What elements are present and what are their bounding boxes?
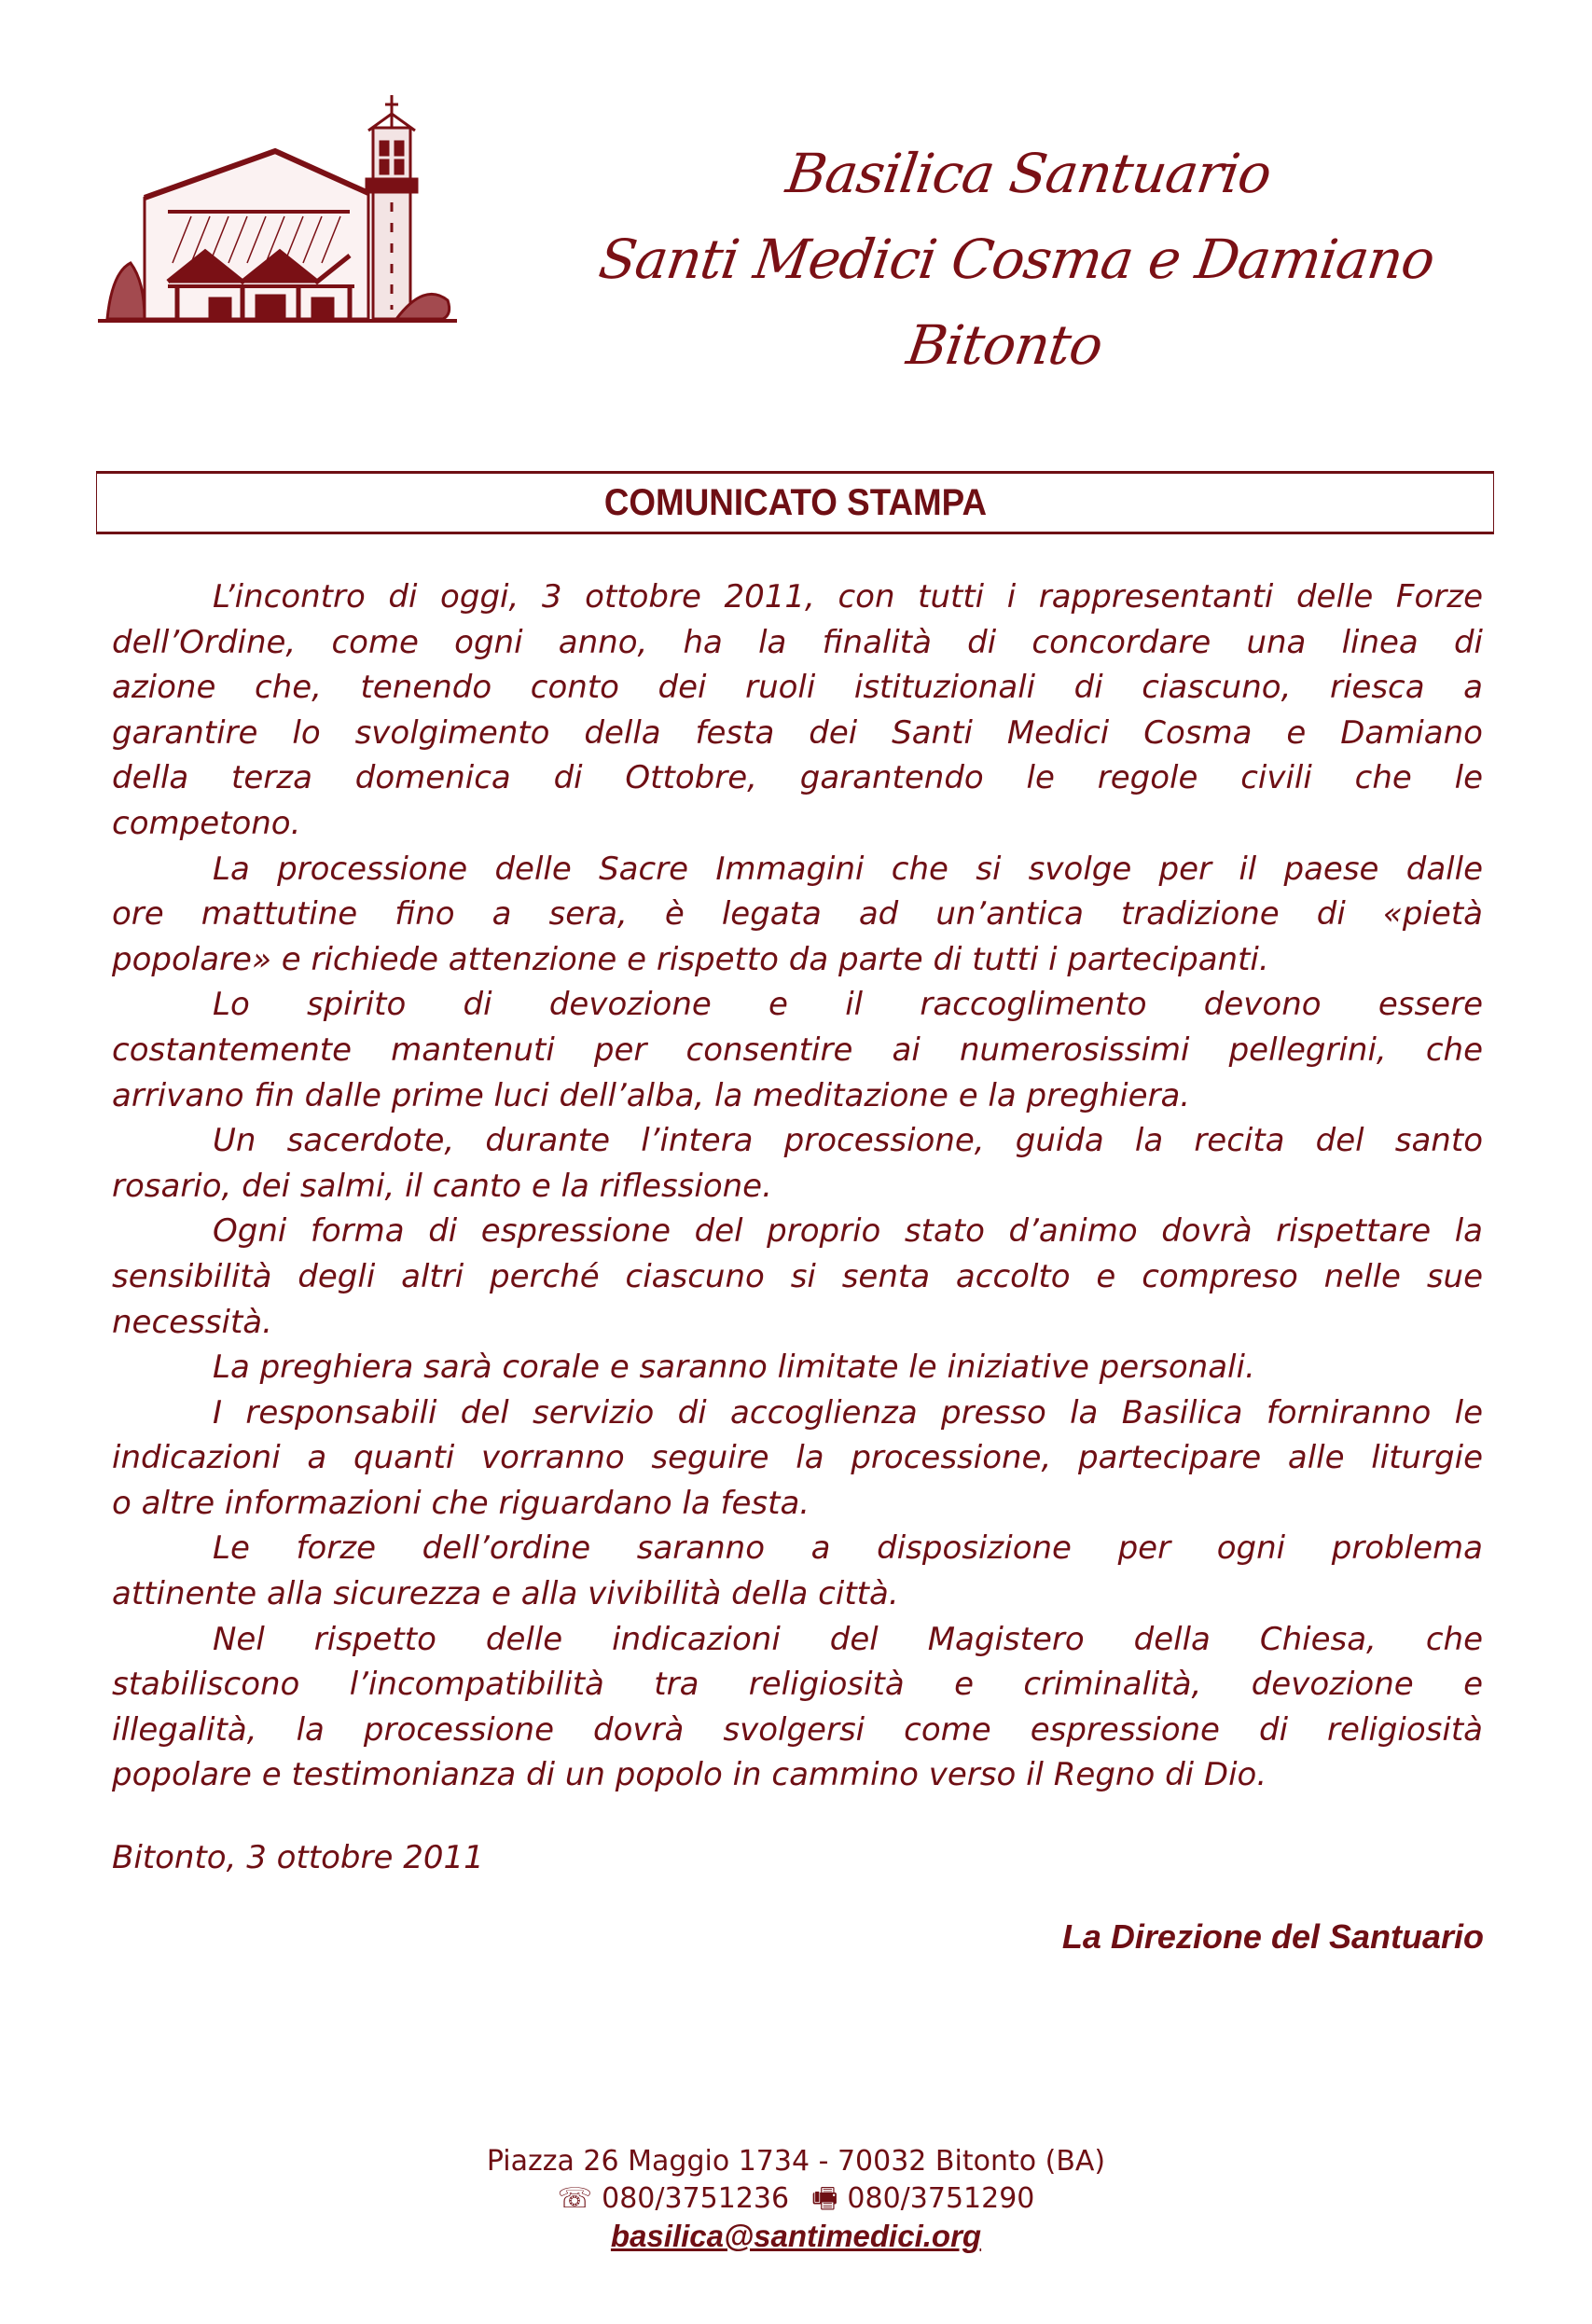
header-title-line: Santi Medici Cosma e Damiano bbox=[595, 228, 1438, 291]
body-line: Nel rispetto delle indicazioni del Magistero della Chiesa, che bbox=[213, 1620, 1483, 1658]
body-line: garantire lo svolgimento della festa dei Santi Medici Cosma e Damiano bbox=[112, 713, 1483, 752]
body-line: stabiliscono l’incompatibilità tra religiosità e criminalità, devozione e bbox=[112, 1666, 1483, 1704]
footer-phone: 080/3751236 bbox=[602, 2182, 790, 2215]
body-line: Un sacerdote, durante l’intera processione, guida la recita del santo bbox=[213, 1122, 1483, 1160]
body-paragraph bbox=[112, 1118, 1483, 1209]
body-line: o altre informazioni che riguardano la festa. bbox=[112, 1484, 810, 1522]
body-line: costantemente mantenuti per consentire ai numerosissimi pellegrini, che bbox=[112, 1031, 1483, 1069]
body-line: indicazioni a quanti vorranno seguire la processione, partecipare alle liturgie bbox=[112, 1439, 1483, 1477]
footer-email-link[interactable]: basilica@santimedici.org bbox=[610, 2219, 982, 2253]
body-paragraph bbox=[112, 847, 1483, 983]
body-line: Ogni forma di espressione del proprio stato d’animo dovrà rispettare la bbox=[213, 1212, 1483, 1251]
body-paragraph bbox=[112, 1390, 1483, 1527]
body-line: popolare e testimonianza di un popolo in cammino verso il Regno di Dio. bbox=[112, 1756, 1267, 1794]
body-line: illegalità, la processione dovrà svolgersi come espressione di religiosità bbox=[112, 1710, 1483, 1749]
body-line: necessità. bbox=[112, 1303, 272, 1341]
body-line: dell’Ordine, come ogni anno, ha la finalità di concordare una linea di bbox=[112, 623, 1483, 661]
body-line: azione che, tenendo conto dei ruoli istituzionali di ciascuno, riesca a bbox=[112, 669, 1483, 707]
body-paragraph bbox=[112, 1345, 1483, 1390]
body-line: arrivano fin dalle prime luci dell’alba, la meditazione e la preghiera. bbox=[112, 1076, 1191, 1114]
body-text bbox=[112, 574, 1483, 1798]
signature: La Direzione del Santuario bbox=[1061, 1917, 1484, 1956]
body-line: La processione delle Sacre Immagini che si svolge per il paese dalle bbox=[213, 850, 1483, 888]
footer-contacts bbox=[0, 2180, 1592, 2218]
body-line: Lo spirito di devozione e il raccoglimento devono essere bbox=[213, 986, 1483, 1024]
body-line: La preghiera sarà corale e saranno limitate le iniziative personali. bbox=[213, 1349, 1255, 1387]
footer-address: Piazza 26 Maggio 1734 - 70032 Bitonto (BA) bbox=[486, 2145, 1106, 2178]
body-paragraph bbox=[112, 1209, 1483, 1345]
body-line: sensibilità degli altri perché ciascuno si senta accolto e compreso nelle sue bbox=[112, 1257, 1483, 1295]
body-line: L’incontro di oggi, 3 ottobre 2011, con tutti i rappresentanti delle Forze bbox=[213, 578, 1483, 616]
body-paragraph bbox=[112, 982, 1483, 1118]
body-paragraph bbox=[112, 1526, 1483, 1616]
header-title bbox=[467, 131, 1567, 388]
body-paragraph bbox=[112, 1617, 1483, 1798]
press-release-title-box bbox=[96, 471, 1494, 534]
footer-fax: 080/3751290 bbox=[847, 2182, 1035, 2215]
body-line: I responsabili del servizio di accoglienza presso la Basilica forniranno le bbox=[213, 1393, 1483, 1432]
body-line: rosario, dei salmi, il canto e la riflessione. bbox=[112, 1167, 772, 1205]
press-release-title: COMUNICATO STAMPA bbox=[603, 481, 987, 523]
telephone-icon: ☏ bbox=[557, 2182, 593, 2215]
body-line: ore mattutine fino a sera, è legata ad un’antica tradizione di «pietà bbox=[112, 895, 1483, 934]
body-line: competono. bbox=[112, 804, 301, 842]
body-line: popolare» e richiede attenzione e rispetto da parte di tutti i partecipanti. bbox=[112, 940, 1269, 978]
body-line: Le forze dell’ordine saranno a disposizione per ogni problema bbox=[213, 1529, 1483, 1568]
header-title-line: Bitonto bbox=[903, 313, 1106, 377]
footer bbox=[0, 2143, 1592, 2257]
header-title-line: Basilica Santuario bbox=[782, 142, 1275, 205]
date-line: Bitonto, 3 ottobre 2011 bbox=[112, 1839, 484, 1876]
fax-icon: 🖷 bbox=[811, 2182, 838, 2215]
body-line: attinente alla sicurezza e alla vivibilità della città. bbox=[112, 1575, 899, 1613]
body-line: della terza domenica di Ottobre, garantendo le regole civili che le bbox=[112, 759, 1483, 797]
basilica-sketch-icon bbox=[89, 86, 462, 356]
body-paragraph bbox=[112, 574, 1483, 847]
